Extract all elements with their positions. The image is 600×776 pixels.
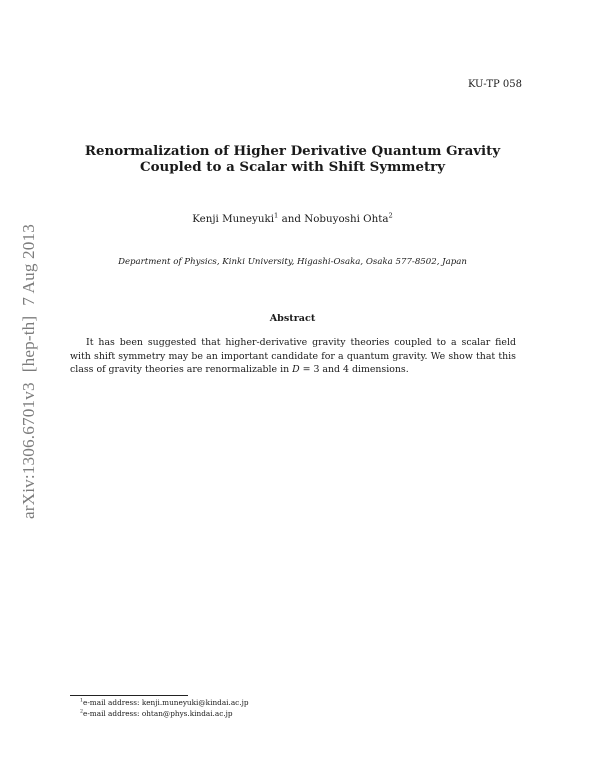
arxiv-date: 7 Aug 2013 (19, 224, 38, 306)
title-line-2: Coupled to a Scalar with Shift Symmetry (139, 159, 446, 175)
abstract-heading: Abstract (269, 313, 316, 324)
abstract-body (70, 336, 516, 377)
footnote-rule (70, 695, 188, 696)
abstract-text-end: = 3 and 4 dimensions. (299, 364, 409, 376)
author-joiner: and (281, 213, 301, 225)
affiliation: Department of Physics, Kinki University, Higashi-Osaka, Osaka 577-8502, Japan (118, 257, 467, 267)
footnote (80, 698, 249, 708)
arxiv-category: [hep-th] (19, 315, 38, 373)
footnote-mark: 1 (80, 698, 84, 704)
author-name: Kenji Muneyuki (192, 213, 275, 225)
abstract-math-variable: D (292, 364, 300, 376)
author-footnote-mark: 2 (388, 211, 393, 220)
report-number: KU-TP 058 (467, 79, 522, 90)
author-footnote-mark: 1 (274, 211, 279, 220)
footnote (80, 709, 233, 719)
arxiv-stamp (19, 214, 39, 519)
footnote-text: e-mail address: ohtan@phys.kindai.ac.jp (83, 709, 233, 718)
title-line-1: Renormalization of Higher Derivative Quantum Gravity (84, 143, 501, 159)
author-list (70, 213, 515, 225)
abstract-text: It has been suggested that higher-derivative gravity theories coupled to a scalar field with shift symmetry may be an important candidate for a quantum gravity. We show that this class of gravity theories are renormalizable in (70, 337, 516, 376)
arxiv-id: arXiv:1306.6701v3 (19, 382, 38, 519)
paper-title (70, 143, 515, 175)
author-name: Nobuyoshi Ohta (304, 213, 389, 225)
footnote-mark: 2 (80, 709, 84, 715)
footnote-text: e-mail address: kenji.muneyuki@kindai.ac.jp (83, 698, 249, 707)
